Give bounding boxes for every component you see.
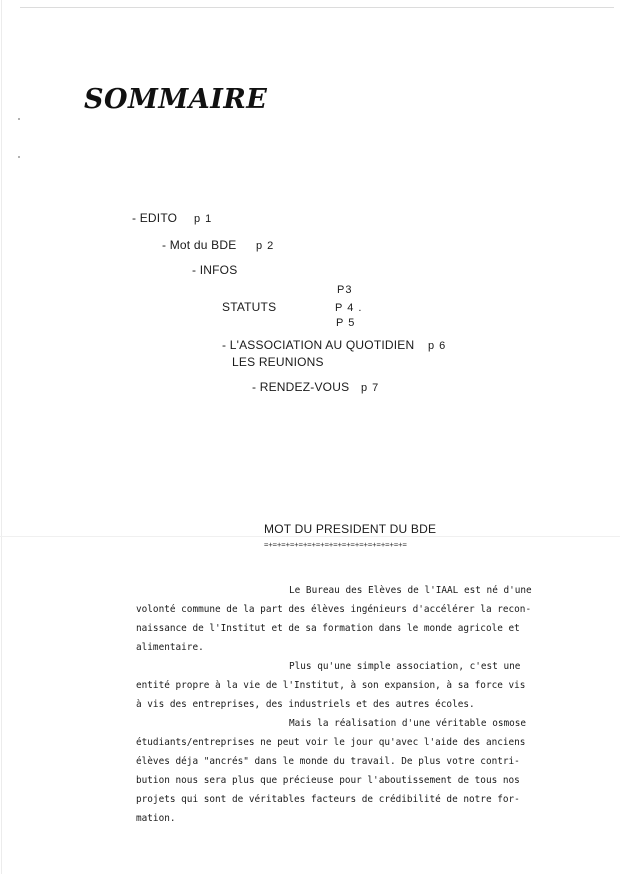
toc-association-page: p 6 bbox=[428, 340, 447, 352]
scan-edge-left bbox=[1, 0, 2, 874]
paragraph-line: Plus qu'une simple association, c'est une bbox=[289, 661, 521, 672]
article-heading: MOT DU PRESIDENT DU BDE bbox=[264, 522, 437, 536]
paragraph-line: Mais la réalisation d'une véritable osmose bbox=[289, 718, 527, 729]
paragraph-line: élèves déja "ancrés" dans le monde du travail. De plus votre contri- bbox=[136, 756, 520, 767]
toc-rendez-vous-label: - RENDEZ-VOUS bbox=[252, 380, 350, 394]
toc-statuts-page-5: P 5 bbox=[336, 317, 356, 329]
paragraph-line: projets qui sont de véritables facteurs de crédibilité de notre for- bbox=[136, 794, 520, 805]
scan-speck bbox=[18, 156, 20, 158]
scan-edge-top bbox=[20, 7, 614, 8]
toc-statuts-page-3: P3 bbox=[337, 284, 353, 296]
scan-speck bbox=[18, 118, 20, 120]
heading-underline-rule: =+=+=+=+=+=+=+=+=+=+=+=+=+=+=+=+= bbox=[264, 540, 407, 549]
toc-statuts-page-4: P 4 . bbox=[335, 302, 363, 314]
toc-mot-bde-label: - Mot du BDE bbox=[162, 238, 237, 252]
toc-statuts-label: STATUTS bbox=[222, 300, 277, 314]
toc-association-label: - L'ASSOCIATION AU QUOTIDIEN bbox=[222, 338, 415, 352]
toc-edito-label: - EDITO bbox=[132, 211, 178, 225]
paragraph-line: volonté commune de la part des élèves ingénieurs d'accélérer la recon- bbox=[136, 604, 532, 615]
paragraph-line: mation. bbox=[136, 813, 176, 824]
paragraph-line: entité propre à la vie de l'Institut, à son expansion, à sa force vis bbox=[136, 680, 526, 691]
paragraph-line: naissance de l'Institut et de sa formation dans le monde agricole et bbox=[136, 623, 520, 634]
paragraph-line: étudiants/entreprises ne peut voir le jour qu'avec l'aide des anciens bbox=[136, 737, 526, 748]
paragraph-line: bution nous sera plus que précieuse pour l'aboutissement de tous nos bbox=[136, 775, 520, 786]
page-title: SOMMAIRE bbox=[84, 84, 268, 115]
toc-edito-page: p 1 bbox=[194, 213, 213, 225]
toc-reunions-label: LES REUNIONS bbox=[232, 355, 324, 369]
paragraph-line: à vis des entreprises, des industriels et des autres écoles. bbox=[136, 699, 475, 710]
toc-infos-label: - INFOS bbox=[192, 263, 238, 277]
scan-fold-line bbox=[0, 536, 620, 537]
toc-rendez-vous-page: p 7 bbox=[361, 382, 380, 394]
toc-mot-bde-page: p 2 bbox=[256, 240, 275, 252]
paragraph-line: Le Bureau des Elèves de l'IAAL est né d'une bbox=[289, 585, 532, 596]
paragraph-line: alimentaire. bbox=[136, 642, 204, 653]
